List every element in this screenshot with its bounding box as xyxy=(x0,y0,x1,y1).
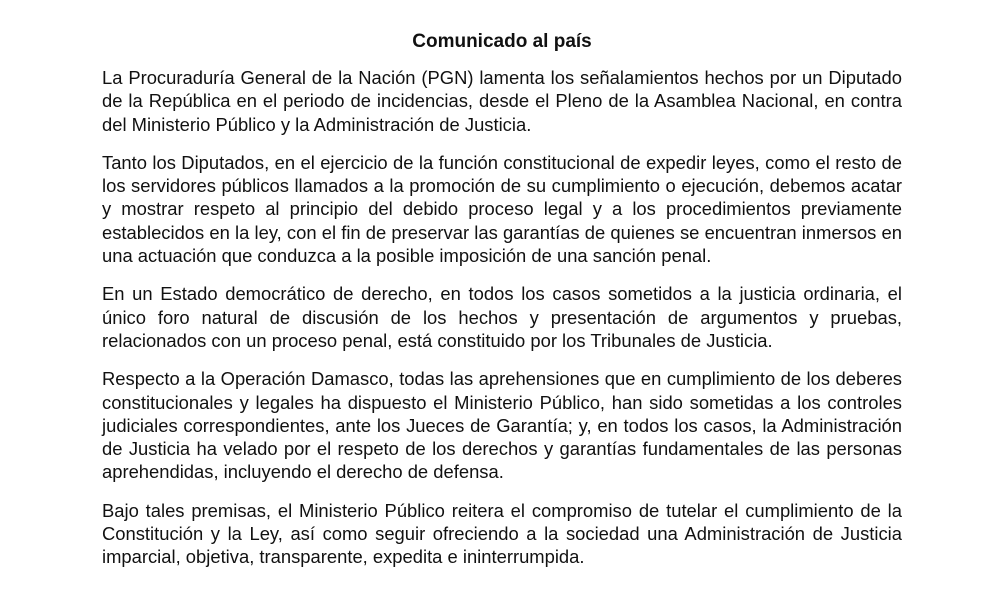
paragraph-due-process: Tanto los Diputados, en el ejercicio de la función constitucional de expedir leyes, como el resto de los servidores públicos llamados a la promoción de su cumplimiento o ejecución, debemos acatar y mostrar respeto al principio del debido proceso legal y a los procedimientos previamente establecidos en la ley, con el fin de preservar las garantías de quienes se encuentran inmersos en una actuación que conduzca a la posible imposición de una sanción penal. xyxy=(102,151,902,267)
paragraph-commitment: Bajo tales premisas, el Ministerio Público reitera el compromiso de tutelar el cumplimiento de la Constitución y la Ley, así como seguir ofreciendo a la sociedad una Administración de Justicia imparcial, objetiva, transparente, expedita e ininterrumpida. xyxy=(102,499,902,568)
paragraph-operacion-damasco: Respecto a la Operación Damasco, todas las aprehensiones que en cumplimiento de los deberes constitucionales y legales ha dispuesto el Ministerio Público, han sido sometidas a los controles judiciales correspondientes, ante los Jueces de Garantía; y, en todos los casos, la Administración de Justicia ha velado por el respeto de los derechos y garantías fundamentales de las personas aprehendidas, incluyendo el derecho de defensa. xyxy=(102,368,902,483)
document-body xyxy=(102,30,902,569)
paragraph-pgn-statement: La Procuraduría General de la Nación (PGN) lamenta los señalamientos hechos por un Diputado de la República en el periodo de incidencias, desde el Pleno de la Asamblea Nacional, en contra del Ministerio Público y la Administración de Justicia. xyxy=(102,67,902,135)
paragraph-rule-of-law: En un Estado democrático de derecho, en todos los casos sometidos a la justicia ordinaria, el único foro natural de discusión de los hechos y presentación de argumentos y pruebas, relacionados con un proceso penal, está constituido por los Tribunales de Justicia. xyxy=(102,283,902,351)
document-title: Comunicado al país xyxy=(412,31,592,52)
